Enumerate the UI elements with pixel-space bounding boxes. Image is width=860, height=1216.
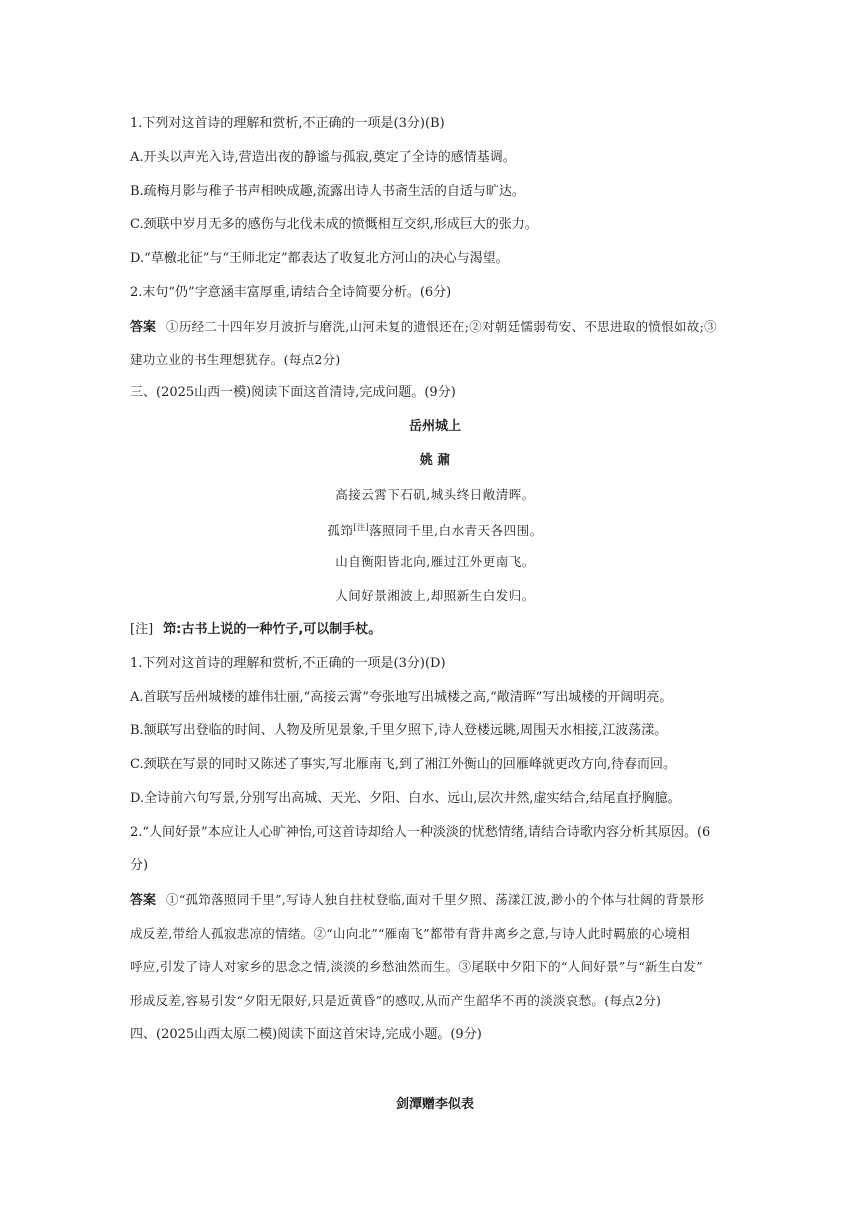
poem-line: 山自衡阳皆北向,雁过江外更南飞。 xyxy=(335,554,535,569)
poem-line-part: 孤笻 xyxy=(327,523,354,539)
option-c: C.颈联中岁月无多的感伤与北伐未成的愤慨相互交织,形成巨大的张力。 xyxy=(130,217,538,232)
answer-text-continued: 成反差,带给人孤寂悲凉的情绪。②“山向北”“雁南飞”都带有背井离乡之意,与诗人此时羁旅的心境相 xyxy=(130,926,691,941)
poem-line xyxy=(130,519,740,539)
question-1-stem: 1.下列对这首诗的理解和赏析,不正确的一项是(3分)(B) xyxy=(130,116,445,131)
option-b: B.颔联写出登临的时间、人物及所见景象,千里夕照下,诗人登楼远眺,周围天水相接,江波荡漾。 xyxy=(130,723,668,738)
question-2-stem-continued: 分) xyxy=(130,858,149,873)
poem-line: 高接云霄下石矶,城头终日敞清晖。 xyxy=(335,487,535,502)
answer-text: ①“孤笻落照同千里”,写诗人独自拄杖登临,面对千里夕照、荡漾江波,渺小的个体与壮阔的背景形 xyxy=(166,892,705,907)
answer-label: 答案 xyxy=(130,320,157,335)
option-a: A.首联写岳州城楼的雄伟壮丽,“高接云霄”夸张地写出城楼之高,“敞清晖”写出城楼的开阔明亮。 xyxy=(130,690,673,705)
question-1-stem: 1.下列对这首诗的理解和赏析,不正确的一项是(3分)(D) xyxy=(130,656,446,671)
answer-text-continued: 建功立业的书生理想犹存。(每点2分) xyxy=(130,352,341,367)
poem-line-part: 落照同千里,白水青天各四围。 xyxy=(369,523,543,539)
poem-title: 岳州城上 xyxy=(408,419,461,434)
poem-author: 姚 鼐 xyxy=(419,453,451,468)
answer-text-continued: 形成反差,容易引发“夕阳无限好,只是近黄昏”的感叹,从而产生韶华不再的淡淡哀愁。(每点2分) xyxy=(130,993,662,1008)
section-heading: 四、(2025山西太原二模)阅读下面这首宋诗,完成小题。(9分) xyxy=(130,1027,482,1042)
poem-note xyxy=(130,621,740,638)
poem-line: 人间好景湘波上,却照新生白发归。 xyxy=(335,588,535,603)
section-heading: 三、(2025山西一模)阅读下面这首清诗,完成问题。(9分) xyxy=(130,385,456,400)
answer-label: 答案 xyxy=(130,893,157,908)
option-a: A.开头以声光入诗,营造出夜的静谧与孤寂,奠定了全诗的感情基调。 xyxy=(130,150,516,165)
poem-title: 剑潭赠李似表 xyxy=(395,1097,474,1112)
option-d: D.“草檄北征”与“王师北定”都表达了收复北方河山的决心与渴望。 xyxy=(130,251,509,266)
option-b: B.疏梅月影与稚子书声相映成趣,流露出诗人书斋生活的自适与旷达。 xyxy=(130,184,525,199)
note-text: 笻:古书上说的一种竹子,可以制手杖。 xyxy=(163,622,382,637)
answer-text-continued: 呼应,引发了诗人对家乡的思念之情,淡淡的乡愁油然而生。③尾联中夕阳下的“人间好景”与“新生白发” xyxy=(130,959,703,974)
question-2-stem: 2.末句“仍”字意涵丰富厚重,请结合全诗简要分析。(6分) xyxy=(130,285,452,300)
question-2-stem: 2.“人间好景”本应让人心旷神怡,可这首诗却给人一种淡淡的忧愁情绪,请结合诗歌内容分析其原因。(6 xyxy=(130,825,711,840)
option-d: D.全诗前六句写景,分别写出高城、天光、夕阳、白水、远山,层次井然,虚实结合,结尾直抒胸臆。 xyxy=(130,791,681,806)
answer-text: ①历经二十四年岁月波折与磨洗,山河未复的遗恨还在;②对朝廷懦弱苟安、不思进取的愤恨如故;③ xyxy=(166,319,717,334)
note-marker: [注] xyxy=(353,523,370,532)
answer-block xyxy=(130,318,740,336)
answer-block xyxy=(130,891,740,909)
option-c: C.颈联在写景的同时又陈述了事实,写北雁南飞,到了湘江外衡山的回雁峰就更改方向,待春而回。 xyxy=(130,757,677,772)
note-label: [注] xyxy=(130,622,154,637)
